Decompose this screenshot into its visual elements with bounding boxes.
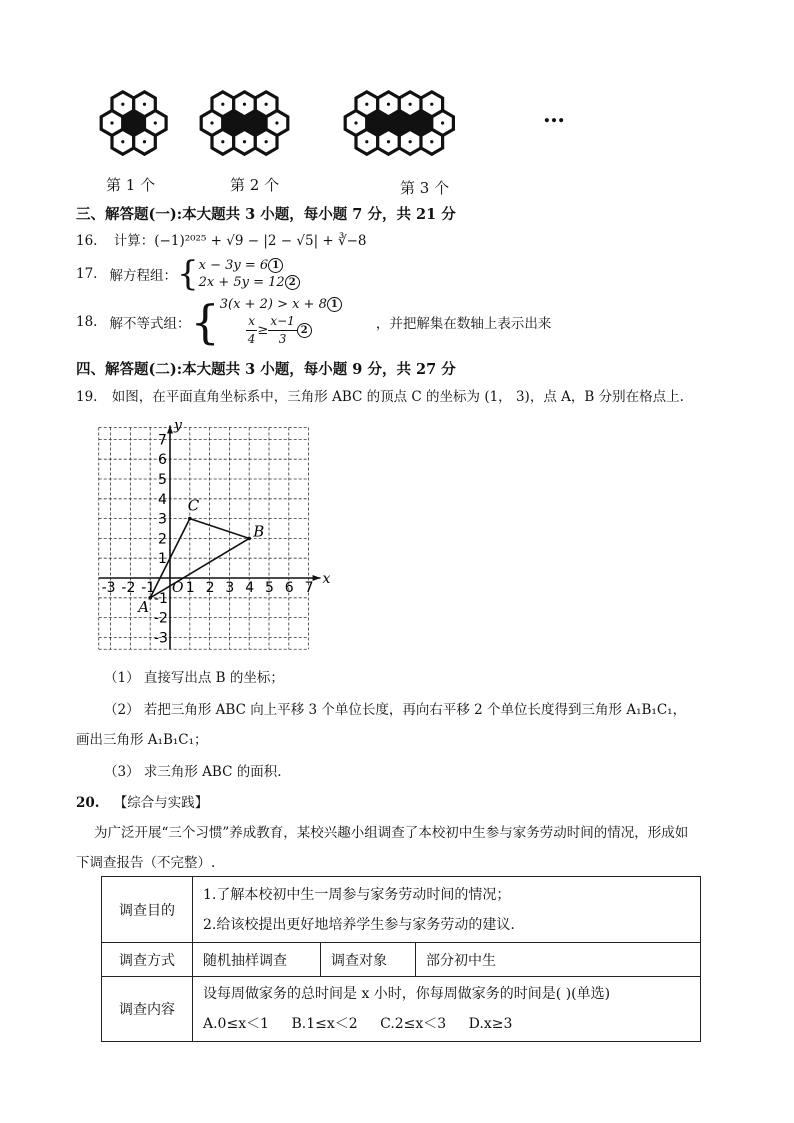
point-C: [188, 517, 192, 521]
hexagon-dot: [221, 140, 224, 143]
hexagon-dot: [409, 140, 412, 143]
option-b: B.1≤x＜2: [291, 1016, 358, 1032]
question-number: 20.: [76, 795, 100, 811]
equation-1: x − 3y = 6: [198, 258, 269, 273]
question-20-title: 【综合与实践】: [113, 795, 209, 811]
question-19-sub3: （3） 求三角形 ABC 的面积.: [104, 764, 282, 780]
hexagon-dot: [275, 121, 278, 124]
hexagon-dot: [121, 140, 124, 143]
question-19-sub2-cont: 画出三角形 A₁B₁C₁；: [76, 732, 208, 748]
hexagon-dot: [365, 103, 368, 106]
question-20-intro-1: 为广泛开展“三个习惯”养成教育，某校兴趣小组调查了本校初中生参与家务劳动时间的情况，形成如: [94, 825, 689, 841]
ellipsis: …: [543, 102, 565, 128]
y-tick-label: 2: [158, 531, 167, 548]
hexagon-dot: [110, 121, 113, 124]
fraction-right: $\frac{x-1}{3}$: [270, 314, 295, 346]
option-d: D.x≥3: [468, 1016, 513, 1032]
question-18: [76, 296, 551, 348]
x-tick-label: -2: [121, 580, 136, 596]
table-row: [102, 877, 701, 943]
x-tick-label: 1: [185, 580, 195, 596]
content-question: 设每周做家务的总时间是 x 小时，你每周做家务的时间是( )(单选): [203, 986, 611, 1002]
survey-report-table: [101, 876, 701, 1042]
point-label-B: B: [253, 522, 265, 541]
inequality-1: 3(x + 2) > x + 8: [219, 297, 327, 312]
table-row: [102, 977, 701, 1042]
table-row: [102, 943, 701, 977]
hexagon-dot: [143, 103, 146, 106]
question-19-text: 如图，在平面直角坐标系中，三角形 ABC 的顶点 C 的坐标为 (1， 3)，点 A，B 分别在格点上.: [111, 389, 684, 405]
circle-mark-2: 2: [285, 275, 300, 290]
brace: {: [176, 254, 199, 294]
hexagon-dot: [121, 103, 124, 106]
origin-label: O: [172, 580, 184, 596]
x-tick-label: 3: [225, 580, 235, 596]
question-19-sub2: （2） 若把三角形 ABC 向上平移 3 个单位长度，再向右平移 2 个单位长度得到三角形 A₁B₁C₁，: [104, 702, 687, 718]
point-label-C: C: [187, 496, 200, 515]
question-number: 19.: [76, 389, 98, 405]
y-tick-label: 5: [158, 472, 167, 488]
hexagon-dot: [441, 121, 444, 124]
hexagon-dot: [265, 140, 268, 143]
x-tick-label: -1: [141, 580, 156, 596]
y-tick-label: 3: [158, 511, 167, 528]
purpose-line-2: 2.给该校提出更好地培养学生参与家务劳动的建议.: [203, 916, 515, 933]
question-16: [76, 229, 367, 249]
hexagon-dot: [387, 103, 390, 106]
table-cell: [193, 977, 701, 1042]
question-19: [76, 385, 684, 405]
figure-caption-1: 第 1 个: [106, 176, 156, 194]
y-tick-label: -3: [154, 630, 168, 647]
fraction-left: $\frac{x}{4}$: [247, 314, 256, 346]
section-4-heading: 四、解答题(二):本大题共 3 小题，每小题 9 分，共 27 分: [76, 361, 456, 378]
figure-caption-2: 第 2 个: [230, 176, 280, 194]
question-18-suffix: ，并把解集在数轴上表示出来: [375, 316, 552, 332]
hexagon-dot: [243, 103, 246, 106]
circle-mark-2: 2: [297, 323, 312, 338]
y-axis-label: y: [174, 417, 182, 434]
option-a: A.0≤x＜1: [203, 1016, 270, 1032]
hexagon-dot: [430, 140, 433, 143]
table-cell: 随机抽样调查: [193, 943, 321, 977]
question-17: [76, 254, 300, 294]
equation-2: 2x + 5y = 12: [198, 275, 285, 290]
hexagon-dot: [210, 121, 213, 124]
y-axis-arrow: [167, 426, 173, 434]
hexagon-dot: [143, 140, 146, 143]
hexagon-dot: [387, 140, 390, 143]
hexagon-dot: [265, 103, 268, 106]
question-17-prompt: 解方程组：: [109, 268, 177, 284]
section-3-heading: 三、解答题(一):本大题共 3 小题，每小题 7 分，共 21 分: [76, 206, 456, 223]
x-tick-label: 5: [265, 580, 274, 596]
question-19-sub1: （1） 直接写出点 B 的坐标；: [104, 670, 284, 686]
hexagon-dot: [409, 103, 412, 106]
point-B: [247, 537, 251, 541]
hexagon-dot: [354, 121, 357, 124]
x-tick-label: 6: [284, 580, 294, 596]
table-header-cell: 调查内容: [102, 977, 193, 1042]
y-tick-label: 1: [158, 551, 167, 568]
question-number: 18.: [76, 314, 98, 330]
point-label-A: A: [138, 597, 150, 616]
hexagon-dot: [154, 121, 157, 124]
hexagon-dot: [243, 140, 246, 143]
brace: {: [190, 295, 220, 349]
y-tick-label: 6: [158, 452, 167, 469]
y-tick-label: 4: [158, 491, 167, 508]
circle-mark-1: 1: [327, 297, 342, 312]
options-row: [203, 1009, 690, 1039]
x-tick-label: 7: [304, 580, 314, 596]
inequality-system: [220, 296, 342, 348]
y-tick-label: -1: [154, 590, 168, 607]
question-number: 17.: [76, 266, 98, 282]
y-tick-label: 7: [158, 432, 167, 449]
x-tick-label: -3: [101, 580, 116, 596]
question-16-text: 计算：(−1)²⁰²⁵ + √9 − |2 − √5| + ∛−8: [113, 233, 367, 249]
table-header-cell: 调查方式: [102, 943, 193, 977]
table-cell: 部分初中生: [416, 943, 701, 977]
table-header-cell: 调查目的: [102, 877, 193, 943]
table-header-cell: 调查对象: [321, 943, 416, 977]
question-number: 16.: [76, 233, 98, 249]
question-20: [76, 791, 208, 811]
hexagon-dot: [365, 140, 368, 143]
equation-system: [199, 257, 300, 291]
question-18-prompt: 解不等式组：: [109, 316, 191, 332]
x-axis-arrow: [313, 575, 321, 581]
hexagon-dot: [430, 103, 433, 106]
table-cell: [193, 877, 701, 943]
question-20-intro-2: 下调查报告（不完整）.: [76, 855, 216, 871]
hexagon-dot: [221, 103, 224, 106]
x-tick-label: 2: [205, 580, 215, 596]
hexagon-pattern-figures: [90, 78, 590, 170]
y-tick-label: -2: [154, 610, 168, 627]
x-tick-label: 4: [245, 580, 255, 596]
x-axis-label: x: [322, 571, 331, 587]
option-c: C.2≤x＜3: [380, 1016, 447, 1032]
geq-symbol: ≥: [257, 323, 269, 338]
purpose-line-1: 1.了解本校初中生一周参与家务劳动时间的情况；: [203, 886, 511, 903]
figure-caption-3: 第 3 个: [400, 179, 450, 197]
circle-mark-1: 1: [268, 258, 283, 273]
coordinate-grid: [96, 410, 336, 650]
